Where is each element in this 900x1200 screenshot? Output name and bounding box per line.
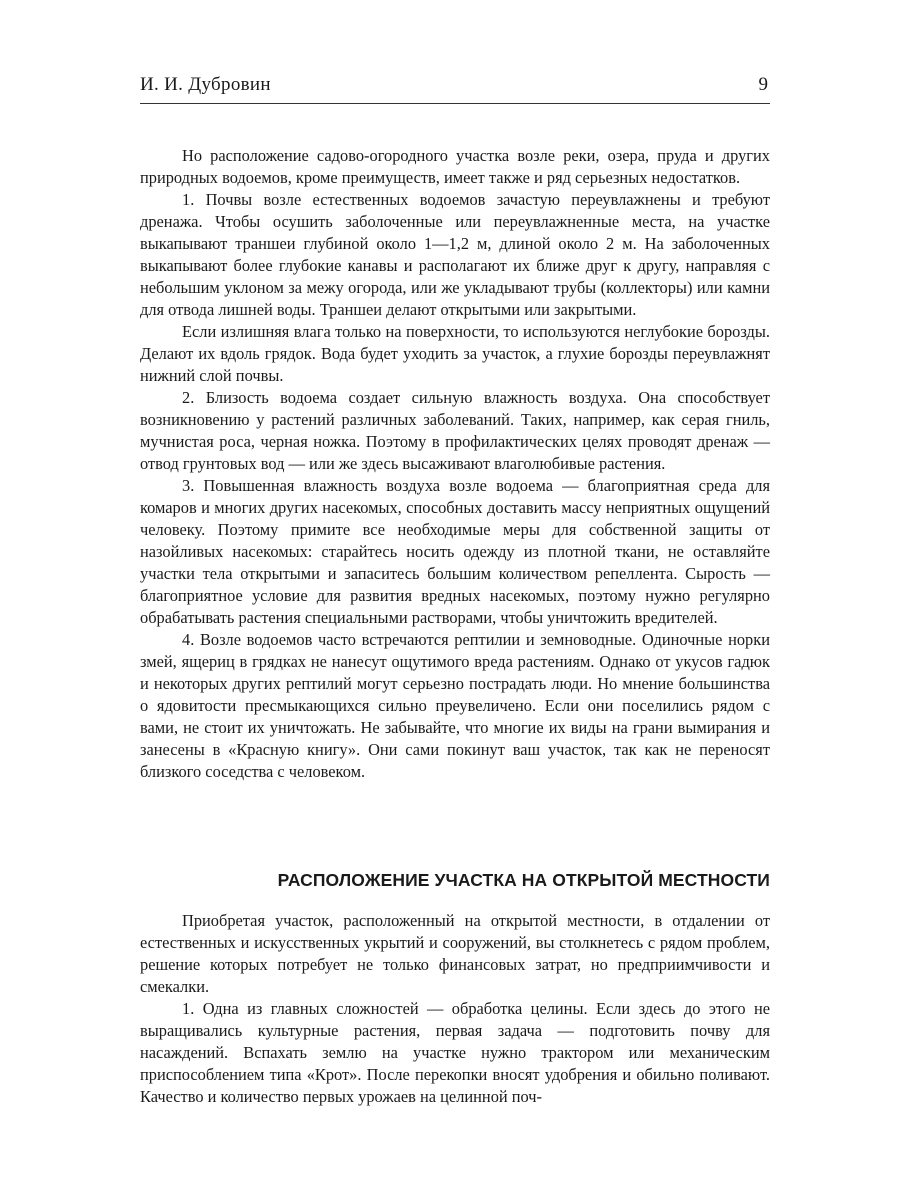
paragraph: 4. Возле водоемов часто встречаются рептилии и земноводные. Одиночные норки змей, ящериц в грядках не нанесут ощутимого вреда растениям. Однако от укусов гадюк и некоторых других рептилий могут серьезно пострадать люди. Но мнение большинства о ядовитости пресмыкающихся сильно преувеличено. Если они поселились рядом с вами, не стоит их уничтожать. Не забывайте, что многие их виды на грани вымирания и занесены в «Красную книгу». Они сами покинут ваш участок, так как не переносят близкого соседства с человеком. (140, 630, 770, 781)
page-number: 9 (758, 74, 768, 95)
paragraph: 1. Одна из главных сложностей — обработка целины. Если здесь до этого не выращивались культурные растения, первая задача — подготовить почву для насаждений. Вспахать землю на участке нужно трактором или механическим приспособлением типа «Крот». После перекопки вносят удобрения и обильно поливают. Качество и количество первых урожаев на целинной поч- (140, 999, 770, 1106)
paragraph: 3. Повышенная влажность воздуха возле водоема — благоприятная среда для комаров и многих других насекомых, способных доставить массу неприятных ощущений человеку. Поэтому примите все необходимые меры для собственной защиты от назойливых насекомых: старайтесь носить одежду из плотной ткани, не оставляйте участки тела открытыми и запаситесь большим количеством репеллента. Сырость — благоприятное условие для развития вредных насекомых, поэтому нужно регулярно обрабатывать растения специальными растворами, чтобы уничтожить вредителей. (140, 476, 770, 627)
paragraph: Если излишняя влага только на поверхности, то используются неглубокие борозды. Делают их вдоль грядок. Вода будет уходить за участок, а глухие борозды переувлажнят нижний слой почвы. (140, 322, 770, 385)
header-divider (140, 103, 770, 104)
running-header-author: И. И. Дубровин (140, 74, 271, 95)
section-heading: РАСПОЛОЖЕНИЕ УЧАСТКА НА ОТКРЫТОЙ МЕСТНОСТИ (277, 870, 770, 890)
paragraph: 1. Почвы возле естественных водоемов зачастую переувлажнены и требуют дренажа. Чтобы осушить заболоченные или переувлажненные места, на участке выкапывают траншеи глубиной около 1—1,2 м, длиной около 2 м. На заболоченных выкапывают более глубокие канавы и располагают их ближе друг к другу, направляя с небольшим уклоном за межу огорода, или же укладывают трубы (коллекторы) или камни для отвода лишней воды. Траншеи делают открытыми или закрытыми. (140, 190, 770, 319)
section-waterside-text (140, 145, 770, 783)
running-header (140, 74, 770, 104)
section-open-area-text (140, 910, 770, 1108)
paragraph: Но расположение садово-огородного участка возле реки, озера, пруда и других природных водоемов, кроме преимуществ, имеет также и ряд серьезных недостатков. (140, 146, 770, 187)
paragraph: 2. Близость водоема создает сильную влажность воздуха. Она способствует возникновению у растений различных заболеваний. Таких, например, как серая гниль, мучнистая роса, черная ножка. Поэтому в профилактических целях проводят дренаж — отвод грунтовых вод — или же здесь высаживают влаголюбивые растения. (140, 388, 770, 473)
paragraph: Приобретая участок, расположенный на открытой местности, в отдалении от естественных и искусственных укрытий и сооружений, вы столкнетесь с рядом проблем, решение которых потребует не только финансовых затрат, но предприимчивости и смекалки. (140, 911, 770, 996)
